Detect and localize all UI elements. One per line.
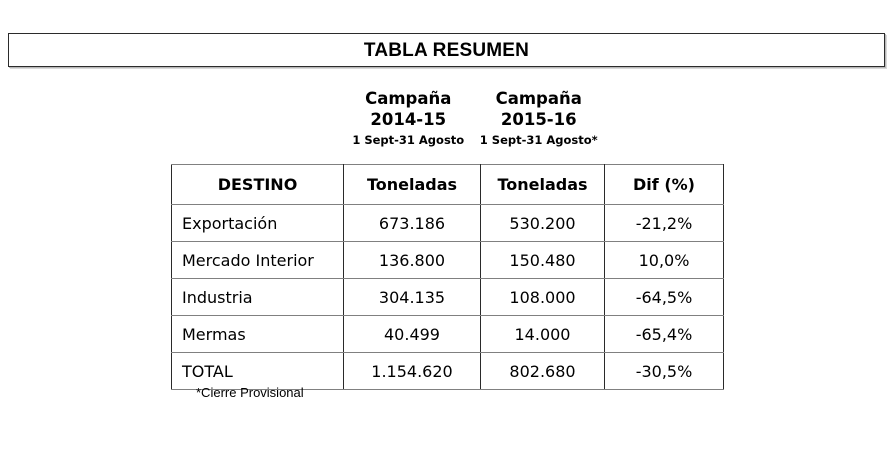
campaign-period: 1 Sept-31 Agosto — [352, 133, 465, 147]
cell-ton-2014-15: 40.499 — [344, 316, 481, 353]
column-header-toneladas-2015-16: Toneladas — [481, 165, 605, 205]
campaign-year: 2014-15 — [370, 110, 447, 129]
cell-destino: Industria — [172, 279, 344, 316]
table-row — [172, 205, 724, 242]
table-row — [172, 316, 724, 353]
column-header-toneladas-2014-15: Toneladas — [344, 165, 481, 205]
table-header-row — [172, 165, 724, 205]
cell-ton-2014-15: 136.800 — [344, 242, 481, 279]
cell-dif: 10,0% — [605, 242, 724, 279]
cell-destino: Mermas — [172, 316, 344, 353]
cell-ton-2014-15: 673.186 — [344, 205, 481, 242]
campaign-headers-group — [343, 88, 604, 148]
cell-dif: -65,4% — [605, 316, 724, 353]
table-row — [172, 242, 724, 279]
cell-total-2015-16: 802.680 — [481, 353, 605, 390]
cell-total-dif: -30,5% — [605, 353, 724, 390]
table-row — [172, 279, 724, 316]
campaign-year: 2015-16 — [500, 110, 577, 129]
campaign-label: Campaña — [365, 89, 452, 108]
page-title: TABLA RESUMEN — [363, 39, 530, 61]
cell-ton-2015-16: 530.200 — [481, 205, 605, 242]
cell-dif: -64,5% — [605, 279, 724, 316]
cell-total-2014-15: 1.154.620 — [344, 353, 481, 390]
cell-destino: Exportación — [172, 205, 344, 242]
cell-ton-2015-16: 14.000 — [481, 316, 605, 353]
table-total-row — [172, 353, 724, 390]
column-header-destino: DESTINO — [172, 165, 344, 205]
campaign-period: 1 Sept-31 Agosto* — [479, 133, 598, 147]
cell-ton-2015-16: 108.000 — [481, 279, 605, 316]
summary-table — [171, 164, 724, 390]
cell-dif: -21,2% — [605, 205, 724, 242]
cell-destino: Mercado Interior — [172, 242, 344, 279]
cell-total-label: TOTAL — [172, 353, 344, 390]
column-header-dif: Dif (%) — [605, 165, 724, 205]
footnote-cierre-provisional: *Cierre Provisional — [196, 385, 304, 400]
campaign-label: Campaña — [495, 89, 582, 108]
summary-title-bar — [8, 33, 885, 67]
campaign-header-2015-16 — [474, 88, 605, 148]
campaign-header-2014-15 — [343, 88, 474, 148]
cell-ton-2014-15: 304.135 — [344, 279, 481, 316]
cell-ton-2015-16: 150.480 — [481, 242, 605, 279]
